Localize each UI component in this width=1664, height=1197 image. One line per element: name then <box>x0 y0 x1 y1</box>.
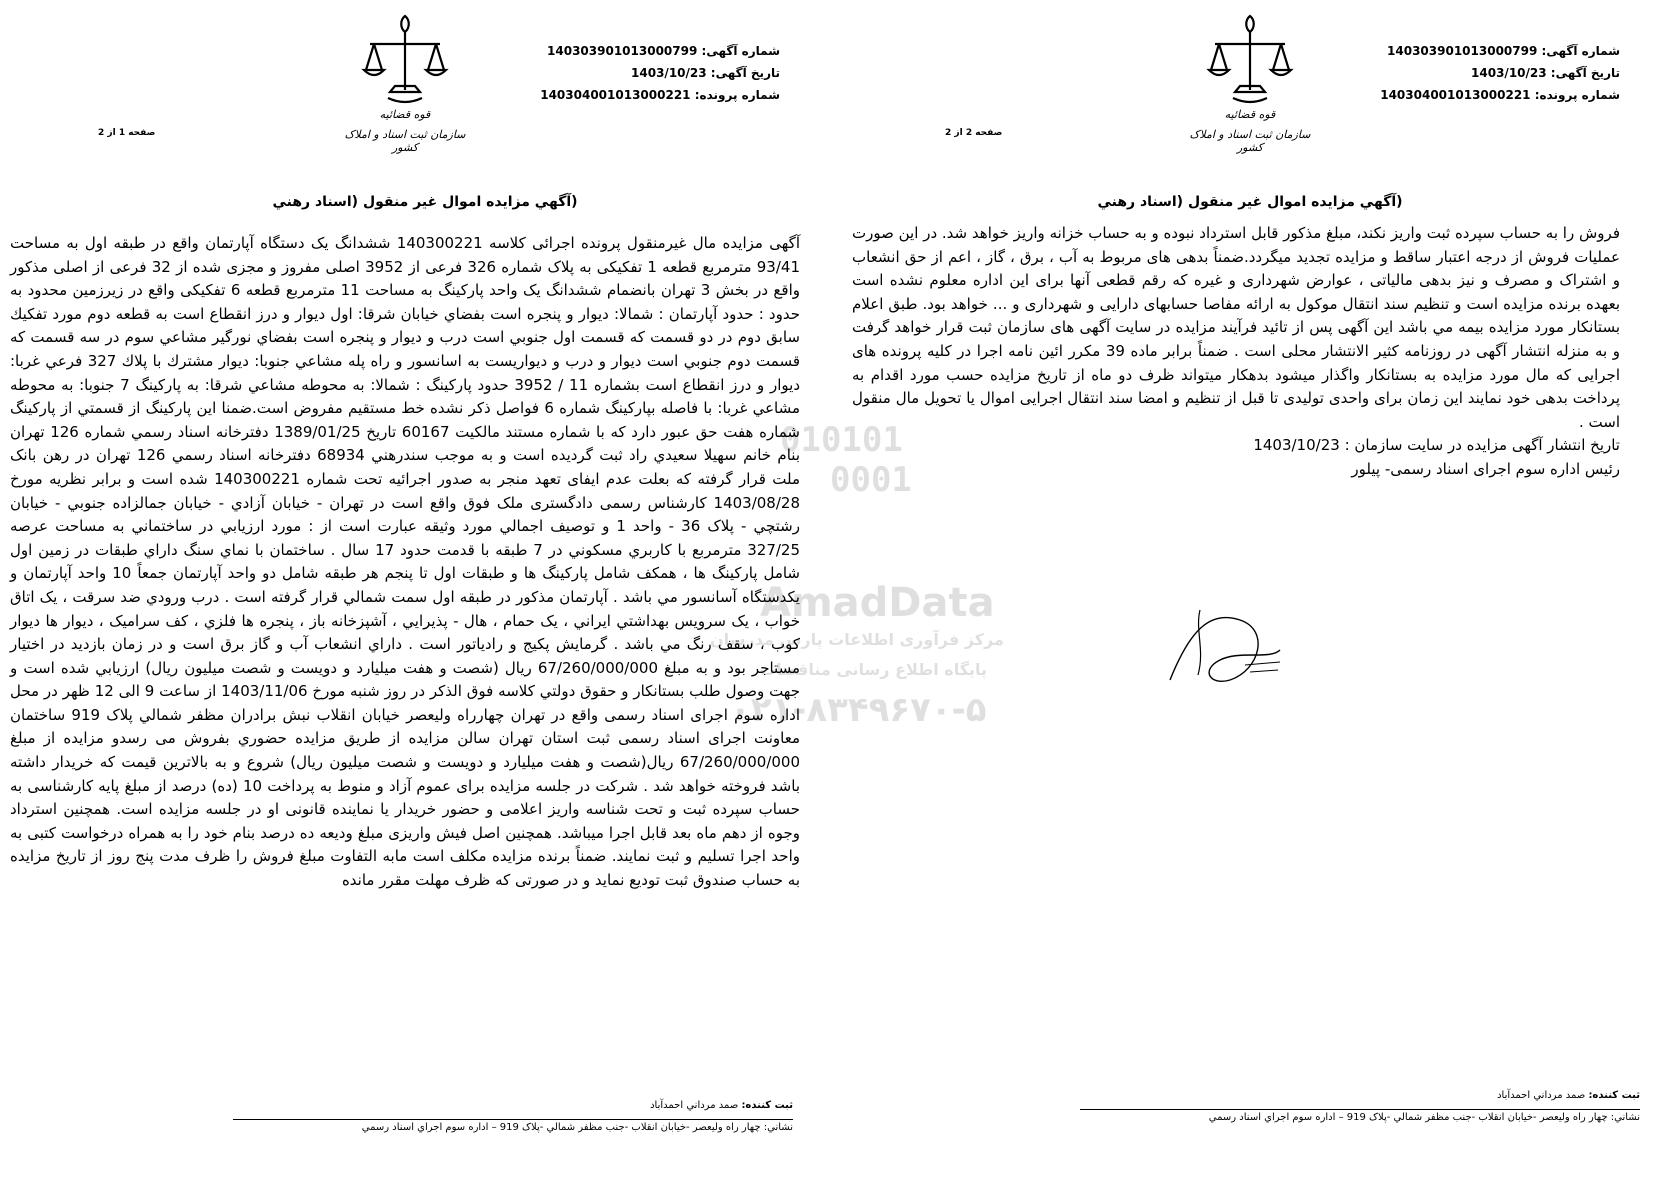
ad-number-label: شماره آگهی: <box>1541 44 1620 58</box>
file-number: 140304001013000221 <box>1380 88 1531 102</box>
page-title: (آگهي مزايده اموال غير منقول (اسناد رهني <box>272 194 578 210</box>
announcement-body <box>852 222 1620 482</box>
announcement-body <box>10 232 800 893</box>
signature-icon <box>1150 590 1300 700</box>
judiciary-emblem-logo <box>1185 10 1315 155</box>
ad-number-row <box>1360 40 1620 62</box>
watermark-digits: 010101 <box>780 420 903 460</box>
logo-caption-judiciary: قوه قضائیه <box>379 108 431 121</box>
body-paragraph: آگهی مزایده مال غیرمنقول پرونده اجرائی کلاسه 140300221 ششدانگ یک دستگاه آپارتمان واقع در طبقه اول به مساحت 93/41 مترمربع قطعه 1 تفکیکی به پلاک شماره 326 فرعی از 3952 اصلی مفروز و مجزی شده از 32 فرعی از اصلی مذکور واقع در بخش 3 تهران بانضمام ششدانگ یک واحد پارکینگ به مساحت 11 مترمربع قطعه 6 تفکیکی واقع در زیرزمین محدود به حدود : حدود آپارتمان : شمالا: ديوار و پنجره است بفضاي خيابان شرقا: اول ديوار و درز انقطاع است به قطعه دوم مورد تفکيك سابق دوم در دو قسمت که قسمت اول جنوبي است درب و ديوار و پنجره است بفضاي نورگير مشاعي سوم در سه قسمت که قسمت دوم جنوبي است ديوار و درب و ديواريست به اسانسور و راه پله مشاعي جنوبا: ديوار مشترك با پلاك 327 فرعي غربا: ديوار و درز انقطاع است بشماره 11 / 3952 حدود پارکینگ : شمالا: به محوطه مشاعي شرقا: به پارکينگ 7 جنوبا: به محوطه مشاعي غربا: با فاصله بپارکينگ شماره 6 فواصل ذکر نشده خط مستقيم مفروض است.ضمنا اين پارکينگ از قسمتي از پارکينگ شماره هفت حق عبور دارد که با شماره مستند مالکیت 60167 تاریخ 1389/01/25 دفترخانه اسناد رسمي شماره 126 تهران بنام خانم سهيلا سعيدي راد ثبت گرديده است و به موجب سندرهني 68934 دفترخانه اسناد رسمي 126 تهران در رهن بانک ملت قرار گرفته که بعلت عدم ایفای تعهد منجر به صدور اجرائیه تحت شماره 140300221 شده است و برابر نظریه مورخ 1403/08/28 کارشناس رسمی دادگستری ملک فوق واقع است در تهران - خيابان آزادي - خيابان جمالزاده جنوبي - خيابان رشتچي - پلاک 36 - واحد 1 و توصيف اجمالي مورد وثيقه عبارت است از : مورد ارزيابي در ساختماني به مساحت عرصه 327/25 مترمربع با کاربري مسکوني در 7 طبقه با قدمت حدود 17 سال . ساختمان با نماي سنگ داراي طبقات در زمين اول شامل پارکينگ ها ، همکف شامل پارکينگ ها و طبقات اول تا پنجم هر طبقه شامل دو واحد آپارتمان جمعاً 10 واحد آپارتمان و يکدستگاه آسانسور مي باشد . آپارتمان مذکور در طبقه اول سمت شمالي قرار گرفته است . درب ورودي ضد سرقت ، يک اتاق خواب ، يک سرويس بهداشتي ايراني ، يک حمام ، هال - پذيرايي ، آشپزخانه باز ، پنجره ها فلزي ، کف سراميک ، ديوار ها ديوار کوب ، سقف رنگ مي باشد . گرمايش پکيج و رادياتور است . داراي انشعاب آب و گاز برق است و در زمان بازديد در اختيار مستاجر بود و به مبلغ 67/260/000/000 ريال (شصت و هفت ميليارد و دويست و شصت ميليون ريال) ارزيابي شده است و جهت وصول طلب بستانکار و حقوق دولتي کلاسه فوق الذکر در روز شنبه مورخ 1403/11/06 از ساعت 9 الی 12 ظهر در محل اداره سوم اجرای اسناد رسمی واقع در تهران چهارراه وليعصر خيابان انقلاب نبش برادران مظفر شمالي پلاک 919 ساختمان معاونت اجرای اسناد رسمی ثبت استان تهران سالن مزایده از طريق مزايده حضوري بفروش می رسدو مزايده از مبلغ 67/260/000/000 ریال(شصت و هفت ميليارد و دويست و شصت ميليون ريال) شروع و به بالاترین قیمت که خریدار داشته باشد فروخته خواهد شد . شرکت در جلسه مزایده برای عموم آزاد و منوط به پرداخت 10 (ده) درصد از مبلغ پایه کارشناسی به حساب سپرده ثبت و تحت شناسه واریز اعلامی و حضور خریدار یا نماینده قانونی او در جلسه مزایده است. همچنین استرداد وجوه از دهم ماه بعد قابل اجرا میباشد. همچنین اصل فیش واریزی مبلغ ودیعه ده درصد بنام خود را به همراه درخواست کتبی به واحد اجرا تسلیم و ثبت نمایند. ضمناً برنده مزایده مکلف است مابه التفاوت مبلغ فروش را ظرف مدت پنج روز از تاریخ مزایده به حساب صندوق ثبت توديع نمايد و در صورتی که ظرف مهلت مقرر مانده <box>10 234 801 890</box>
file-number-row <box>1360 84 1620 106</box>
page-number: صفحه 1 از 2 <box>98 128 156 138</box>
signer-line: رئیس اداره سوم اجرای اسناد رسمی- پیلور <box>1351 459 1620 478</box>
publish-date-line: تاریخ انتشار آگهی مزایده در سایت سازمان : 1403/10/23 <box>1253 436 1620 455</box>
watermark-phone: ۰۲۱-۸۳۴۹۶۷۰-۵ <box>730 690 987 730</box>
ad-number-label: شماره آگهی: <box>701 44 780 58</box>
watermark-brand: AmadData <box>760 580 995 626</box>
footer-address: نشاني: چهار راه وليعصر -خيابان انقلاب -جنب مظفر شمالي -پلاک 919 – اداره سوم اجراي اسناد رسمي <box>361 1122 793 1133</box>
watermark-digits-2: 0001 <box>830 460 912 500</box>
logo-caption-organization: سازمان ثبت اسناد و املاک کشور <box>1189 128 1311 154</box>
judiciary-emblem-logo <box>340 10 470 155</box>
file-number-row <box>510 84 780 106</box>
logo-caption-organization: سازمان ثبت اسناد و املاک کشور <box>344 128 466 154</box>
file-number-label: شماره پرونده: <box>1534 88 1620 102</box>
scales-of-justice-icon <box>360 10 450 110</box>
page-footer <box>1080 1090 1640 1123</box>
ad-date-label: تاریخ آگهی: <box>710 66 780 80</box>
page-header <box>510 40 780 106</box>
registrar-label: ثبت کننده: <box>741 1100 793 1111</box>
page-number: صفحه 2 از 2 <box>945 128 1003 138</box>
file-number-label: شماره پرونده: <box>694 88 780 102</box>
footer-address: نشاني: چهار راه وليعصر -خيابان انقلاب -جنب مظفر شمالي -پلاک 919 – اداره سوم اجراي اسناد رسمي <box>1208 1112 1640 1123</box>
file-number: 140304001013000221 <box>540 88 691 102</box>
ad-number: 140303901013000799 <box>547 44 698 58</box>
ad-date-row <box>1360 62 1620 84</box>
ad-date: 1403/10/23 <box>631 66 707 80</box>
registrar-row <box>1080 1090 1640 1101</box>
registrar-name: صمد مرداني احمدآباد <box>1497 1090 1586 1101</box>
ad-number: 140303901013000799 <box>1387 44 1538 58</box>
registrar-row <box>233 1100 793 1111</box>
footer-divider <box>233 1119 793 1120</box>
watermark-line2: پایگاه اطلاع رسانی مناقصات <box>760 660 988 679</box>
ad-date: 1403/10/23 <box>1471 66 1547 80</box>
page-header <box>1360 40 1620 106</box>
ad-date-label: تاریخ آگهی: <box>1550 66 1620 80</box>
registrar-label: ثبت کننده: <box>1588 1090 1640 1101</box>
watermark-line1: مرکز فرآوری اطلاعات پارس مدرسان <box>710 630 1004 649</box>
ad-date-row <box>510 62 780 84</box>
registrar-name: صمد مرداني احمدآباد <box>650 1100 739 1111</box>
ad-number-row <box>510 40 780 62</box>
page-footer <box>233 1100 793 1133</box>
footer-divider <box>1080 1109 1640 1110</box>
logo-caption-judiciary: قوه قضائیه <box>1224 108 1276 121</box>
page-title: (آگهي مزايده اموال غير منقول (اسناد رهني <box>1097 194 1403 210</box>
scales-of-justice-icon <box>1205 10 1295 110</box>
body-paragraph: فروش را به حساب سپرده ثبت واریز نکند، مبلغ مذکور قابل استرداد نبوده و به حساب خزانه واریز خواهد شد. در این صورت عملیات فروش از درجه اعتبار ساقط و مزایده تجدید میگردد.ضمناً بدهی های مربوط به آب ، برق ، گاز ، اعم از حق انشعاب و اشتراک و مصرف و نیز بدهی مالیاتی ، عوارض شهرداری و غیره که رقم قطعی آنها برای این اداره معلوم نشده است بعهده برنده مزایده است و تنظیم سند انتقال موکول به ارائه مفاصا حسابهای دارایی و شهرداری و ... خواهد بود. طبق اعلام بستانکار مورد مزایده بیمه مي باشد این آگهی پس از تائید فرآیند مزایده در سایت آگهی های سازمان ثبت قرار خواهد گرفت و به منزله انتشار آگهی در روزنامه کثیر الانتشار محلی است . ضمناً برابر ماده 39 مکرر ائین نامه اجرا در کلیه پرونده های اجرایی که مال مورد مزایده به بستانکار واگذار میشود بدهکار میتواند ظرف دو ماه از تاریخ مزایده حسب مورد اقدام به پرداخت بدهی خود نمایند این زمان برای واحدی تولیدی تا قبل از تنظیم و امضا سند انتقال اجرایی اموال یا تحویل مال منقول است . <box>852 224 1620 431</box>
